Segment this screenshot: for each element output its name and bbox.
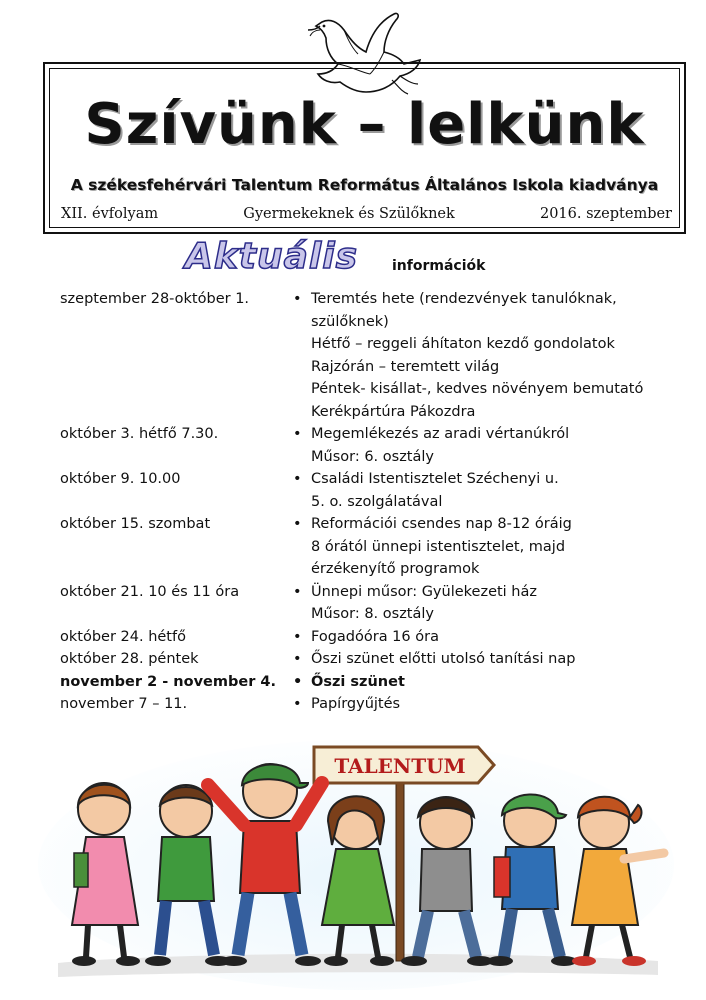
event-description-line: Rajzórán – teremtett világ xyxy=(311,358,500,375)
bullet-icon: • xyxy=(293,471,302,487)
bullet-icon: • xyxy=(293,426,302,442)
event-date: szeptember 28-október 1. xyxy=(60,291,250,307)
bullet-icon: • xyxy=(293,291,302,307)
event-schedule xyxy=(60,288,660,716)
event-description-line: Őszi szünet előtti utolsó tanítási nap xyxy=(311,651,576,667)
event-date: október 28. péntek xyxy=(60,651,199,667)
masthead-meta xyxy=(61,206,672,222)
schedule-row xyxy=(60,671,660,694)
masthead xyxy=(43,62,686,234)
audience-label: Gyermekeknek és Szülőknek xyxy=(243,206,455,222)
volume-label: XII. évfolyam xyxy=(61,206,159,222)
event-description-line: Hétfő – reggeli áhítaton kezdő gondolatok xyxy=(311,336,615,352)
section-subheading: információk xyxy=(392,258,486,274)
newsletter-title: Szívünk – lelkünk xyxy=(84,92,645,157)
event-description xyxy=(311,693,660,716)
event-description-line: Műsor: 8. osztály xyxy=(311,606,434,622)
schedule-row xyxy=(60,513,660,581)
event-description-line: Kerékpártúra Pákozdra xyxy=(311,403,476,420)
event-description-line: Családi Istentisztelet Széchenyi u. xyxy=(311,471,559,487)
bullet-icon: • xyxy=(293,651,302,667)
event-description xyxy=(311,626,660,649)
schedule-row xyxy=(60,626,660,649)
event-description xyxy=(311,468,660,513)
schedule-row xyxy=(60,648,660,671)
event-description-line: Papírgyűjtés xyxy=(311,696,401,712)
event-date: október 21. 10 és 11 óra xyxy=(60,583,240,600)
event-description xyxy=(311,648,660,671)
bullet-icon: • xyxy=(293,628,302,645)
event-description-line: 5. o. szolgálatával xyxy=(311,493,443,510)
event-description-line: Ünnepi műsor: Gyülekezeti ház xyxy=(311,583,537,600)
event-description-line: Reformációi csendes nap 8-12 óráig xyxy=(311,516,572,532)
bullet-icon: • xyxy=(293,583,302,600)
section-heading: Aktuális xyxy=(185,236,359,277)
schedule-row xyxy=(60,468,660,513)
sign-text: TALENTUM xyxy=(334,754,466,778)
children-walking-illustration xyxy=(38,725,674,990)
bullet-icon: • xyxy=(293,696,302,712)
event-date: október 24. hétfő xyxy=(60,628,186,645)
bullet-icon: • xyxy=(293,516,302,532)
schedule-row xyxy=(60,423,660,468)
event-description xyxy=(311,581,660,626)
event-date: október 3. hétfő 7.30. xyxy=(60,426,219,442)
event-description xyxy=(311,423,660,468)
event-description-line: Fogadóóra 16 óra xyxy=(311,628,439,645)
event-description-line: szülőknek) xyxy=(311,313,389,330)
event-description-line: Péntek- kisállat-, kedves növényem bemutató xyxy=(311,381,644,397)
event-description-line: Megemlékezés az aradi vértanúkról xyxy=(311,426,570,442)
schedule-row xyxy=(60,581,660,626)
bullet-icon: • xyxy=(293,673,303,690)
event-description-line: Teremtés hete (rendezvények tanulóknak, xyxy=(311,291,617,307)
newsletter-subtitle: A székesfehérvári Talentum Református Általános Iskola kiadványa xyxy=(70,176,659,194)
issue-date: 2016. szeptember xyxy=(539,206,672,222)
event-description xyxy=(311,288,660,423)
event-date: november 7 – 11. xyxy=(60,696,188,712)
event-description-line: Őszi szünet xyxy=(311,673,405,690)
event-date: október 15. szombat xyxy=(60,516,211,532)
event-description-line: érzékenyítő programok xyxy=(311,561,480,577)
event-description xyxy=(311,671,660,694)
event-description xyxy=(311,513,660,581)
schedule-row xyxy=(60,288,660,423)
event-date: november 2 - november 4. xyxy=(60,673,276,690)
schedule-row xyxy=(60,693,660,716)
event-description-line: 8 órától ünnepi istentisztelet, majd xyxy=(311,538,566,555)
event-date: október 9. 10.00 xyxy=(60,471,181,487)
event-description-line: Műsor: 6. osztály xyxy=(311,448,434,465)
